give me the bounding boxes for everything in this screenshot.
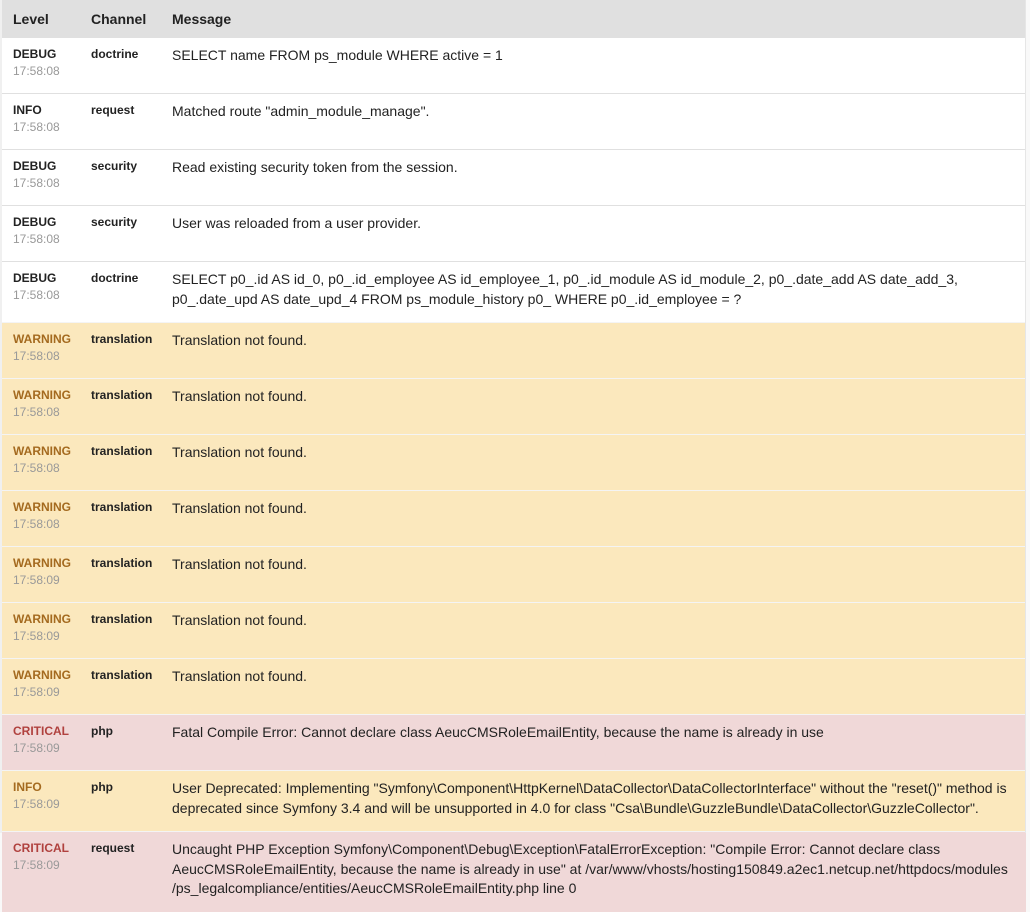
level-badge: CRITICAL [13, 841, 69, 855]
level-cell [2, 491, 80, 547]
message-cell [161, 603, 1026, 659]
log-row[interactable] [2, 262, 1026, 323]
timestamp: 17:58:09 [13, 629, 60, 643]
log-row[interactable] [2, 603, 1026, 659]
level-badge: WARNING [13, 500, 71, 514]
level-badge: DEBUG [13, 271, 57, 285]
channel-cell [80, 94, 161, 150]
level-badge: WARNING [13, 556, 71, 570]
log-row[interactable] [2, 547, 1026, 603]
channel-label: translation [91, 556, 153, 570]
log-row[interactable] [2, 206, 1026, 262]
scrollbar-track[interactable] [1025, 0, 1030, 833]
log-row[interactable] [2, 38, 1026, 94]
log-row[interactable] [2, 323, 1026, 379]
log-row[interactable] [2, 832, 1026, 912]
timestamp: 17:58:08 [13, 120, 60, 134]
message-cell [161, 323, 1026, 379]
level-badge: WARNING [13, 332, 71, 346]
log-row[interactable] [2, 379, 1026, 435]
message-cell [161, 771, 1026, 832]
channel-cell [80, 659, 161, 715]
message-cell [161, 379, 1026, 435]
channel-cell [80, 832, 161, 912]
channel-label: php [91, 724, 113, 738]
message-cell [161, 38, 1026, 94]
channel-label: translation [91, 332, 153, 346]
log-message: User was reloaded from a user provider. [172, 215, 421, 231]
log-message: Translation not found. [172, 612, 307, 628]
table-header-row [2, 0, 1026, 38]
channel-label: request [91, 841, 135, 855]
timestamp: 17:58:08 [13, 64, 60, 78]
message-cell [161, 659, 1026, 715]
channel-cell [80, 150, 161, 206]
message-cell [161, 206, 1026, 262]
level-cell [2, 94, 80, 150]
timestamp: 17:58:08 [13, 232, 60, 246]
message-cell [161, 435, 1026, 491]
log-message: Fatal Compile Error: Cannot declare class AeucCMSRoleEmailEntity, because the name is already in use [172, 724, 824, 740]
timestamp: 17:58:09 [13, 573, 60, 587]
channel-label: doctrine [91, 271, 139, 285]
channel-label: request [91, 103, 135, 117]
log-message: SELECT p0_.id AS id_0, p0_.id_employee AS id_employee_1, p0_.id_module AS id_module_2, p0_.date_add AS date_add_3, p0_.date_upd AS date_upd_4 FROM ps_module_history p0_ WHERE p0_.id_employee = ? [172, 271, 958, 307]
timestamp: 17:58:08 [13, 517, 60, 531]
timestamp: 17:58:09 [13, 741, 60, 755]
channel-label: security [91, 215, 138, 229]
message-cell [161, 150, 1026, 206]
channel-cell [80, 206, 161, 262]
channel-label: translation [91, 668, 153, 682]
level-badge: DEBUG [13, 47, 57, 61]
level-badge: WARNING [13, 444, 71, 458]
channel-label: doctrine [91, 47, 139, 61]
channel-label: php [91, 780, 113, 794]
channel-label: security [91, 159, 138, 173]
timestamp: 17:58:09 [13, 858, 60, 872]
channel-cell [80, 491, 161, 547]
level-badge: WARNING [13, 668, 71, 682]
log-row[interactable] [2, 435, 1026, 491]
level-badge: DEBUG [13, 159, 57, 173]
message-cell [161, 94, 1026, 150]
channel-label: translation [91, 612, 153, 626]
log-message: Matched route "admin_module_manage". [172, 103, 430, 119]
log-table [2, 0, 1026, 912]
level-cell [2, 379, 80, 435]
channel-cell [80, 435, 161, 491]
timestamp: 17:58:08 [13, 349, 60, 363]
level-cell [2, 435, 80, 491]
channel-label: translation [91, 444, 153, 458]
level-cell [2, 832, 80, 912]
channel-cell [80, 715, 161, 771]
level-badge: CRITICAL [13, 724, 69, 738]
level-cell [2, 603, 80, 659]
log-message: Translation not found. [172, 668, 307, 684]
log-message: Translation not found. [172, 500, 307, 516]
timestamp: 17:58:08 [13, 176, 60, 190]
channel-cell [80, 379, 161, 435]
level-badge: INFO [13, 780, 42, 794]
timestamp: 17:58:08 [13, 461, 60, 475]
message-cell [161, 547, 1026, 603]
level-cell [2, 715, 80, 771]
log-row[interactable] [2, 94, 1026, 150]
timestamp: 17:58:08 [13, 405, 60, 419]
column-header-channel[interactable]: Channel [80, 0, 161, 38]
channel-cell [80, 262, 161, 323]
message-cell [161, 262, 1026, 323]
log-row[interactable] [2, 771, 1026, 832]
log-message: User Deprecated: Implementing "Symfony\Component\HttpKernel\DataCollector\DataCollectorInterface" without the "reset()" method is deprecated since Symfony 3.4 and will be unsupported in 4.0 for class "Csa\Bundle\GuzzleBundle\DataCollector\GuzzleCollector". [172, 780, 1007, 816]
log-message: Translation not found. [172, 388, 307, 404]
message-cell [161, 715, 1026, 771]
message-cell [161, 832, 1026, 912]
level-badge: WARNING [13, 388, 71, 402]
level-cell [2, 38, 80, 94]
channel-cell [80, 771, 161, 832]
channel-cell [80, 547, 161, 603]
channel-cell [80, 323, 161, 379]
level-cell [2, 206, 80, 262]
timestamp: 17:58:09 [13, 797, 60, 811]
level-cell [2, 150, 80, 206]
level-cell [2, 323, 80, 379]
log-row[interactable] [2, 491, 1026, 547]
channel-cell [80, 603, 161, 659]
level-badge: DEBUG [13, 215, 57, 229]
log-row[interactable] [2, 150, 1026, 206]
level-cell [2, 659, 80, 715]
column-header-level[interactable]: Level [2, 0, 80, 38]
channel-label: translation [91, 500, 153, 514]
log-table-body [2, 38, 1026, 912]
column-header-message[interactable]: Message [161, 0, 1026, 38]
log-row[interactable] [2, 715, 1026, 771]
level-cell [2, 771, 80, 832]
log-row[interactable] [2, 659, 1026, 715]
channel-label: translation [91, 388, 153, 402]
channel-cell [80, 38, 161, 94]
level-badge: WARNING [13, 612, 71, 626]
level-badge: INFO [13, 103, 42, 117]
log-panel [2, 0, 1026, 912]
log-message: Translation not found. [172, 556, 307, 572]
log-message: SELECT name FROM ps_module WHERE active = 1 [172, 47, 503, 63]
level-cell [2, 262, 80, 323]
message-cell [161, 491, 1026, 547]
log-message: Translation not found. [172, 332, 307, 348]
log-message: Uncaught PHP Exception Symfony\Component\Debug\Exception\FatalErrorException: "Compile Error: Cannot declare class AeucCMSRoleEmailEntity, because the name is already in use" at /var/www/vhosts/hosting150849.a2ec1.netcup.net/httpdocs/modules /ps_legalcompliance/entities/AeucCMSRoleEmailEntity.php line 0 [172, 841, 1008, 896]
timestamp: 17:58:09 [13, 685, 60, 699]
log-message: Translation not found. [172, 444, 307, 460]
timestamp: 17:58:08 [13, 288, 60, 302]
level-cell [2, 547, 80, 603]
log-message: Read existing security token from the session. [172, 159, 458, 175]
